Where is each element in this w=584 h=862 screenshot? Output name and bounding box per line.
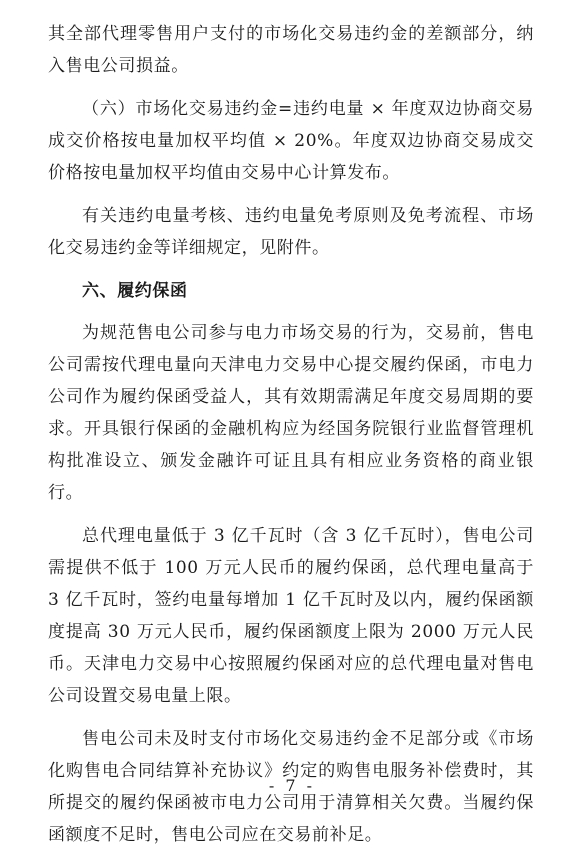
section-heading-performance-guarantee: 六、履约保函 bbox=[82, 281, 188, 301]
paragraph-guarantee-requirement: 为规范售电公司参与电力市场交易的行为，交易前，售电公司需按代理电量向天津电力交易中心提交履约保函，市电力公司作为履约保函受益人，其有效期需满足年度交易周期的要求。开具银行保函的金融机构应为经国务院银行业监督管理机构批准设立、颁发金融许可证且具有相应业务资格的商业银行。 bbox=[48, 323, 534, 503]
paragraph-market-penalty-formula: （六）市场化交易违约金=违约电量 × 年度双边协商交易成交价格按电量加权平均值 × 20%。年度双边协商交易成交价格按电量加权平均值由交易中心计算发布。 bbox=[48, 99, 534, 183]
document-body bbox=[48, 18, 534, 862]
paragraph-guarantee-settlement: 售电公司未及时支付市场化交易违约金不足部分或《市场化购售电合同结算补充协议》约定的购售电服务补偿费时，其所提交的履约保函被市电力公司用于清算相关欠费。当履约保函额度不足时，售电公司应在交易前补足。 bbox=[48, 729, 534, 845]
paragraph-guarantee-amount: 总代理电量低于 3 亿千瓦时（含 3 亿千瓦时），售电公司需提供不低于 100 万元人民币的履约保函，总代理电量高于 3 亿千瓦时，签约电量每增加 1 亿千瓦时及以内，履约保函额度提高 30 万元人民币，履约保函额度上限为 2000 万元人民币。天津电力交易中心按照履约保函对应的总代理电量对售电公司设置交易电量上限。 bbox=[48, 526, 534, 706]
paragraph-assessment-reference: 有关违约电量考核、违约电量免考原则及免考流程、市场化交易违约金等详细规定，见附件。 bbox=[48, 206, 534, 258]
page-number: - 7 - bbox=[268, 776, 316, 795]
paragraph-continuation-penalty-difference: 其全部代理零售用户支付的市场化交易违约金的差额部分，纳入售电公司损益。 bbox=[48, 24, 534, 76]
